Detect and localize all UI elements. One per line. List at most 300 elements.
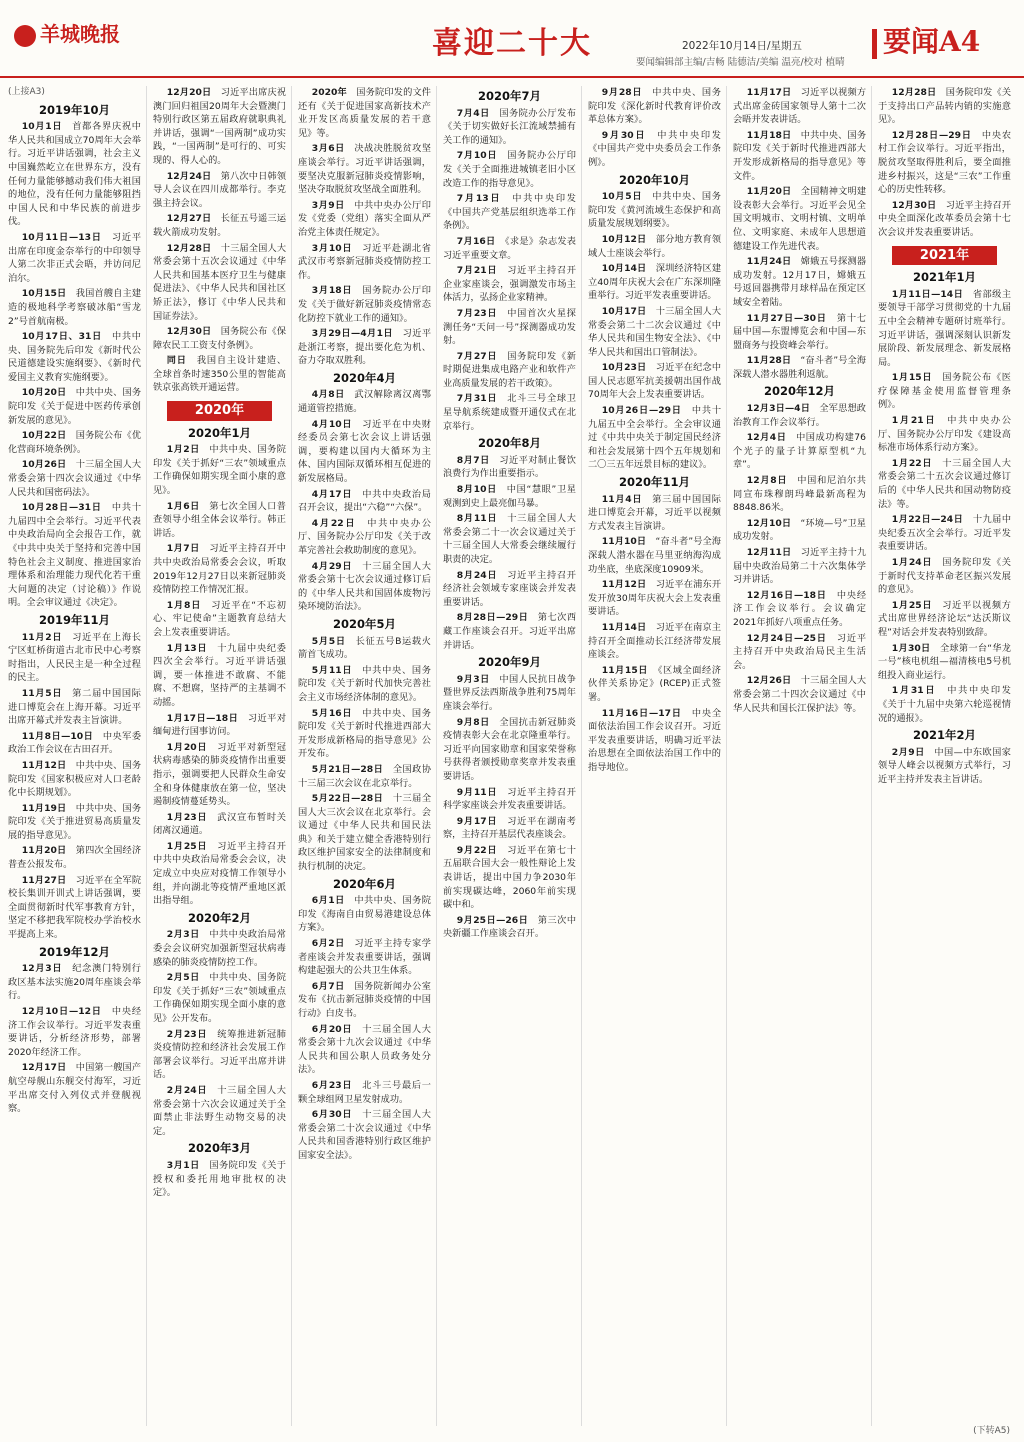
entry-date: 6月2日 (311, 938, 345, 950)
chronicle-entry (8, 330, 141, 384)
entry-text: 习近平主持召开科学家座谈会并发表重要讲话。 (443, 786, 576, 812)
entry-date: 6月23日 (311, 1079, 353, 1091)
chronicle-entry (733, 589, 866, 630)
chronicle-entry (8, 501, 141, 610)
entry-text: 第七次西藏工作座谈会召开。习近平出席并讲话。 (443, 612, 577, 651)
chronicle-entry (878, 414, 1011, 455)
logo-icon (14, 25, 36, 47)
entry-text: 中央全面依法治国工作会议召开。习近平发表重要讲话，明确习近平法治思想在全面依法治国工作中的指导地位。 (588, 707, 722, 773)
chronicle-entry (8, 287, 141, 328)
entry-text: 国务院印发的文件还有《关于促进国家高新技术产业开发区高质量发展的若干意见》等。 (298, 87, 431, 139)
entry-text: 第八次中日韩领导人会议在四川成都举行。李克强主持会议。 (153, 170, 287, 209)
entry-date: 11月20日 (21, 845, 67, 857)
chronicle-entry (8, 962, 141, 1003)
chronicle-entry (733, 129, 866, 183)
entry-text: 习近平在浦东开发开放30周年庆祝大会上发表重要讲话。 (588, 579, 722, 618)
entry-date: 1月22日—24日 (891, 514, 964, 526)
month-heading: 2020年8月 (477, 436, 541, 451)
entry-date: 11月2日 (21, 631, 63, 643)
entry-date: 11月12日 (21, 759, 67, 771)
chronicle-entry (8, 802, 141, 843)
chronicle-entry (443, 307, 576, 348)
entry-date: 1月7日 (166, 543, 200, 555)
column (8, 86, 147, 1426)
entry-date: 10月20日 (21, 387, 67, 399)
entry-text: “奋斗者”号全海深载人潜水器在马里亚纳海沟成功坐底，坐底深度10909米。 (588, 536, 721, 575)
entry-text: “环境—号”卫星成功发射。 (733, 517, 866, 543)
entry-date: 10月22日 (21, 430, 67, 442)
chronicle-entry (298, 388, 431, 415)
entry-date: 11月16日—17日 (601, 707, 682, 719)
entry-text: 中国第一艘国产航空母舰山东舰交付海军，习近平出席交付入列仪式并登舰视察。 (8, 1062, 142, 1115)
entry-date: 1月24日 (891, 557, 933, 568)
entry-text: 第三次中央新疆工作座谈会召开。 (443, 914, 577, 940)
entry-date: 同日 (166, 355, 187, 367)
entry-date: 1月8日 (166, 599, 202, 611)
entry-text: 中共中央、国务院印发《关于新时代加快完善社会主义市场经济体制的意见》。 (298, 664, 431, 703)
entry-date: 12月4日 (746, 432, 787, 444)
entry-text: 习近平主持召开中共中央政治局常委会会议，听取2019年12月27日以来新冠肺炎疫情防控工作情况汇报。 (153, 543, 286, 596)
chronicle-entry (443, 569, 576, 610)
chronicle-entry (443, 264, 576, 305)
entry-text: 我国自主设计建造、全球首条时速350公里的智能高铁京张高铁开通运营。 (153, 355, 287, 394)
entry-text: 全军思想政治教育工作会议举行。 (733, 403, 866, 428)
entry-date: 11月27日 (21, 874, 67, 886)
chronicle-entry (153, 928, 286, 969)
entry-date: 5月16日 (311, 707, 353, 719)
chronicle-entry (298, 284, 431, 325)
entry-text: 习近平出席在印度金奈举行的中印领导人第二次非正式会晤，并访问尼泊尔。 (8, 231, 142, 284)
entry-text: 习近平在纪念中国人民志愿军抗美援朝出国作战70周年大会上发表重要讲话。 (588, 362, 722, 401)
entry-date: 9月17日 (456, 815, 498, 827)
year-banner: 2021年 (892, 246, 997, 266)
entry-text: 第四次全国经济普查公报发布。 (8, 845, 142, 871)
entry-date: 1月25日 (891, 599, 933, 611)
chronicle-entry (588, 190, 721, 231)
entry-date: 2月3日 (166, 929, 200, 941)
entry-date: 12月24日 (166, 170, 212, 182)
entry-date: 12月3日 (21, 963, 63, 975)
entry-text: 习近平主持十九届中央政治局第二十六次集体学习并讲话。 (733, 547, 867, 586)
chronicle-entry (153, 712, 286, 739)
chronicle-entry (298, 1023, 431, 1077)
column (443, 86, 582, 1426)
entry-date: 7月10日 (456, 150, 498, 162)
month-heading: 2021年2月 (912, 728, 976, 743)
entry-date: 7月31日 (456, 393, 498, 405)
month-heading: 2020年5月 (332, 616, 396, 631)
chronicle-entry (443, 914, 576, 941)
editor-credits: 要闻编辑部主编/吉畅 陆德洁/美编 温亮/校对 植晴 (636, 57, 845, 68)
entry-date: 11月12日 (601, 579, 647, 591)
entry-date: 12月10日—12日 (21, 1006, 102, 1017)
chronicle-entry (8, 874, 141, 942)
chronicle-entry (8, 458, 141, 499)
chronicle-entry (153, 500, 286, 541)
entry-text: 中国成功构建76个光子的量子计算原型机“九章”。 (733, 432, 866, 471)
chronicle-entry (153, 1159, 286, 1200)
chronicle-entry (588, 493, 721, 534)
entry-text: 中共中央政治局召开会议，提出“六稳”“六保”。 (298, 488, 431, 514)
chronicle-entry (153, 599, 286, 640)
entry-text: 中共十九届五中全会举行。全会审议通过《中共中央关于制定国民经济和社会发展第十四个五年规划和二〇三五年远景目标的建议》。 (588, 405, 722, 471)
entry-text: 中共中央、国务院印发《海南自由贸易港建设总体方案》。 (298, 895, 431, 934)
entry-text: 习近平出席庆祝澳门回归祖国20周年大会暨澳门特别行政区第五届政府就职典礼并讲话，强调“一国两制”成功实践，“一国两制”是可行的、可实现的、得人心的。 (153, 87, 287, 166)
chronicle-entry (733, 354, 866, 381)
entry-text: 中共中央、国务院印发《关于促进中医药传承创新发展的意见》。 (8, 387, 142, 426)
chronicle-entry (298, 327, 431, 368)
page-headline: 喜迎二十大 (432, 26, 592, 61)
entry-date: 5月21日—28日 (311, 763, 384, 775)
entry-text: 习近平主持召开企业家座谈会，强调激发市场主体活力，弘扬企业家精神。 (443, 265, 576, 304)
chronicle-entry (153, 325, 286, 352)
entry-text: 习近平在南京主持召开全面推动长江经济带发展座谈会。 (588, 621, 722, 661)
entry-text: 嫦娥五号探测器成功发射。12月17日，嫦娥五号返回器携带月球样品在预定区域安全着陆。 (733, 256, 867, 308)
chronicle-entry (8, 120, 141, 229)
month-heading: 2019年10月 (38, 102, 110, 117)
entry-date: 3月18日 (311, 285, 353, 297)
entry-text: 国务院公布《医疗保障基金使用监督管理条例》。 (878, 372, 1011, 411)
chronicle-entry (733, 431, 866, 472)
newspaper-logo (14, 18, 120, 47)
chronicle-entry (153, 840, 286, 908)
entry-text: 习近平在“不忘初心、牢记使命”主题教育总结大会上发表重要讲话。 (153, 599, 286, 638)
entry-date: 8月28日—29日 (456, 612, 529, 624)
entry-date: 12月3日—4日 (746, 403, 811, 415)
entry-text: 习近平在中央财经委员会第七次会议上讲话强调，要构建以国内大循环为主体、国内国际双循环相互促进的新发展格局。 (298, 418, 431, 485)
entry-date: 7月4日 (456, 107, 490, 119)
entry-date: 4月10日 (311, 418, 353, 430)
chronicle-entry (153, 354, 286, 395)
chronicle-entry (733, 517, 866, 544)
entry-text: 十三届全国人大三次会议在北京举行。会议通过《中华人民共和国民法典》和关于建立健全香港特别行政区维护国家安全的法律制度和执行机制的决定。 (298, 793, 432, 873)
entry-text: 十三届全国人大常委会第十九次会议通过《中华人民共和国公职人员政务处分法》。 (298, 1023, 431, 1076)
article-columns (8, 86, 1016, 1426)
entry-date: 4月22日 (311, 517, 357, 529)
entry-date: 2月24日 (166, 1084, 208, 1096)
entry-text: 习近平对制止餐饮浪费行为作出重要指示。 (443, 454, 576, 480)
entry-text: 我国首艘自主建造的极地科学考察破冰船“雪龙2”号首航南极。 (8, 288, 142, 327)
entry-text: 《区域全面经济伙伴关系协定》(RCEP)正式签署。 (588, 664, 721, 703)
chronicle-entry (588, 361, 721, 402)
entry-date: 1月21日 (891, 415, 937, 427)
entry-text: 第三届中国国际进口博览会开幕，习近平以视频方式发表主旨演讲。 (588, 493, 721, 532)
entry-date: 11月24日 (746, 256, 792, 268)
entry-date: 9月25日—26日 (456, 914, 529, 926)
entry-text: 十三届全国人大常委会第二十二次会议通过《中华人民共和国生物安全法》、《中华人民共和国出口管制法》。 (588, 305, 722, 358)
logo-text: 羊城晚报 (40, 22, 120, 46)
entry-date: 12月20日 (166, 87, 212, 98)
chronicle-entry (153, 170, 286, 211)
chronicle-entry (298, 1079, 431, 1106)
entry-text: 中共中央、国务院先后印发《新时代公民道德建设实施纲要》、《新时代爱国主义教育实施纲要》。 (8, 331, 141, 383)
entry-date: 1月15日 (891, 372, 933, 384)
entry-date: 2月23日 (166, 1028, 208, 1040)
chronicle-entry (878, 86, 1011, 127)
entry-text: 习近平以视频方式出席金砖国家领导人第十二次会晤并发表讲话。 (733, 87, 867, 126)
entry-date: 9月11日 (456, 786, 498, 798)
entry-date: 11月27日—30日 (746, 312, 827, 324)
chronicle-entry (733, 474, 866, 515)
chronicle-entry (878, 684, 1011, 725)
entry-date: 11月10日 (601, 536, 647, 548)
entry-text: 武汉宣布暂时关闭离汉通道。 (153, 811, 286, 837)
entry-date: 3月29日—4月1日 (311, 328, 394, 340)
entry-text: 中国—中东欧国家领导人峰会以视频方式举行，习近平主持并发表主旨讲话。 (878, 746, 1011, 785)
entry-date: 1月31日 (891, 685, 937, 697)
chronicle-entry (733, 86, 866, 127)
entry-text: 十九届中央纪委四次全会举行。习近平讲话强调，要一体推进不敢腐、不能腐、不想腐，坚持严的主基调不动摇。 (153, 642, 286, 708)
entry-text: 十三届全国人大常委会第十五次会议通过《中华人民共和国基本医疗卫生与健康促进法》、《中华人民共和国社区矫正法》，修订《中华人民共和国证券法》。 (153, 242, 287, 322)
chronicle-entry (733, 312, 866, 353)
chronicle-entry (443, 673, 576, 714)
chronicle-entry (298, 894, 431, 935)
chronicle-entry (298, 242, 431, 283)
entry-text: 统筹推进新冠肺炎疫情防控和经济社会发展工作部署会议举行。习近平出席并讲话。 (153, 1028, 286, 1081)
chronicle-entry (878, 513, 1011, 554)
entry-text: 十三届全国人大常委会第二十四次会议通过《中华人民共和国长江保护法》等。 (733, 675, 867, 714)
entry-date: 7月21日 (456, 265, 498, 277)
entry-date: 2月9日 (891, 746, 925, 758)
section-tag (872, 20, 980, 60)
entry-date: 10月12日 (601, 233, 647, 245)
chronicle-entry (878, 599, 1011, 640)
entry-text: 习近平以视频方式出席世界经济论坛“达沃斯议程”对话会并发表特别致辞。 (878, 599, 1011, 638)
entry-text: 中共中央、国务院印发《关于抓好“三农”领域重点工作确保如期实现全面小康的意见》公开发布。 (153, 972, 286, 1024)
entry-date: 9月3日 (456, 673, 490, 685)
entry-date: 11月4日 (601, 493, 643, 505)
entry-date: 6月7日 (311, 980, 345, 992)
chronicle-entry (298, 199, 431, 240)
section-bar (872, 29, 877, 59)
entry-text: 国务院印发《关于支持出口产品转内销的实施意见》。 (878, 87, 1012, 126)
entry-date: 7月13日 (456, 193, 502, 205)
entry-date: 1月22日 (891, 457, 933, 469)
masthead (0, 0, 1024, 78)
chronicle-entry (298, 560, 431, 614)
entry-date: 6月30日 (311, 1109, 353, 1121)
entry-date: 10月11日—13日 (21, 231, 102, 243)
entry-text: 中共中央印发《中国共产党基层组织选举工作条例》。 (443, 193, 576, 232)
entry-text: 国务院新闻办公室发布《抗击新冠肺炎疫情的中国行动》白皮书。 (298, 980, 431, 1019)
entry-text: 中央军委政治工作会议在古田召开。 (8, 730, 142, 756)
chronicle-entry (588, 578, 721, 619)
chronicle-entry (298, 792, 431, 874)
entry-text: 习近平对新型冠状病毒感染的肺炎疫情作出重要指示，强调要把人民群众生命安全和身体健康放在第一位，坚决遏制疫情蔓延势头。 (153, 741, 286, 808)
chronicle-entry (153, 1084, 286, 1138)
chronicle-entry (588, 129, 721, 170)
chronicle-entry (588, 707, 721, 775)
chronicle-entry (298, 86, 431, 140)
chronicle-entry (8, 1005, 141, 1059)
entry-text: 中央农村工作会议举行。习近平指出，脱贫攻坚取得胜利后，要全面推进乡村振兴，这是“三农”工作重心的历史性转移。 (878, 129, 1012, 196)
entry-date: 1月11日—14日 (891, 288, 964, 300)
column (298, 86, 437, 1426)
chronicle-entry (878, 457, 1011, 511)
entry-text: 习近平主持召开中共中央政治局常委会会议，决定成立中央应对疫情工作领导小组，并向湖北等疫情严重地区派出指导组。 (153, 840, 286, 907)
entry-date: 12月24日—25日 (746, 632, 827, 644)
entry-text: 十三届全国人大常委会第十六次会议通过关于全面禁止非法野生动物交易的决定。 (153, 1084, 286, 1137)
month-heading: 2020年12月 (763, 384, 835, 399)
year-banner: 2020年 (167, 401, 272, 421)
chronicle-entry (588, 621, 721, 662)
entry-text: 中央经济工作会议举行。习近平发表重要讲话，分析经济形势，部署2020年经济工作。 (8, 1006, 142, 1058)
continued-from: (上接A3) (8, 87, 45, 97)
entry-text: 武汉解除离汉离鄂通道管控措施。 (298, 389, 431, 415)
entry-date: 9月28日 (601, 87, 643, 98)
entry-text: 部分地方教育领域人士座谈会举行。 (588, 233, 722, 259)
entry-text: 长征五号遥三运载火箭成功发射。 (153, 213, 287, 238)
chronicle-entry (878, 129, 1011, 197)
chronicle-entry (878, 642, 1011, 683)
chronicle-entry (8, 386, 141, 427)
entry-text: 中共中央印发《中国共产党中央委员会工作条例》。 (588, 129, 721, 168)
entry-text: 中共中央、国务院印发《深化新时代教育评价改革总体方案》。 (588, 87, 721, 126)
entry-date: 8月11日 (456, 513, 498, 525)
entry-text: 国务院印发《新时期促进集成电路产业和软件产业高质量发展的若干政策》。 (443, 350, 576, 389)
entry-text: 十三届全国人大常委会第二十次会议通过《中华人民共和国香港特别行政区维护国家安全法》。 (298, 1109, 431, 1161)
entry-text: 中共中央办公厅、国务院办公厅印发《建设高标准市场体系行动方案》。 (878, 415, 1011, 454)
chronicle-entry (8, 429, 141, 456)
entry-text: 中共中央、国务院印发《关于新时代推进西部大开发形成新格局的指导意见》公开发布。 (298, 707, 431, 760)
entry-text: 习近平主持召开经济社会领域专家座谈会并发表重要讲话。 (443, 569, 576, 608)
entry-date: 10月1日 (21, 121, 63, 133)
entry-date: 3月6日 (311, 143, 345, 155)
entry-text: 习近平对缅甸进行国事访问。 (153, 712, 287, 738)
entry-date: 11月19日 (21, 802, 67, 814)
entry-text: 十三届全国人大常委会第二十一次会议通过关于十三届全国人大常委会继续履行职责的决定。 (443, 513, 576, 565)
dateline: 2022年10月14日/星期五 (682, 40, 802, 52)
chronicle-entry (443, 786, 576, 813)
chronicle-entry (153, 1028, 286, 1082)
chronicle-entry (878, 556, 1011, 597)
entry-text: 习近平在上海长宁区虹桥街道古北市民中心考察时指出，人民民主是一种全过程的民主。 (8, 631, 141, 684)
entry-text: “奋斗者”号全海深载人潜水器胜利返航。 (733, 355, 866, 380)
chronicle-entry (298, 1108, 431, 1162)
chronicle-entry (298, 142, 431, 196)
chronicle-entry (878, 746, 1011, 787)
chronicle-entry (443, 512, 576, 566)
entry-text: 全国政协十三届三次会议在北京举行。 (298, 763, 432, 789)
entry-text: 中国和尼泊尔共同宣布珠穆朗玛峰最新高程为8848.86米。 (733, 475, 866, 514)
chronicle-entry (733, 674, 866, 715)
column (878, 86, 1016, 1426)
entry-date: 10月5日 (601, 191, 643, 203)
continued-to: (下转A5) (973, 1426, 1010, 1436)
chronicle-entry (443, 454, 576, 481)
entry-date: 9月22日 (456, 844, 498, 856)
entry-date: 11月14日 (601, 621, 647, 633)
chronicle-entry (733, 632, 866, 673)
month-heading: 2020年9月 (477, 655, 541, 670)
entry-text: 纪念澳门特别行政区基本法实施20周年座谈会举行。 (8, 963, 141, 1002)
entry-text: 中共中央、国务院印发《关于抓好“三农”领域重点工作确保如期实现全面小康的意见》。 (153, 444, 286, 497)
chronicle-entry (443, 844, 576, 912)
chronicle-entry (153, 242, 286, 324)
chronicle-entry (153, 443, 286, 497)
entry-date: 12月30日 (891, 199, 937, 211)
entry-date: 10月17日 (601, 305, 647, 317)
chronicle-entry (733, 185, 866, 253)
chronicle-entry (153, 971, 286, 1025)
entry-date: 1月30日 (891, 642, 931, 654)
chronicle-entry (153, 86, 286, 168)
chronicle-entry (443, 192, 576, 233)
chronicle-entry (153, 741, 286, 809)
entry-date: 3月10日 (311, 242, 353, 254)
entry-date: 6月20日 (311, 1023, 353, 1035)
entry-date: 8月10日 (456, 484, 497, 496)
entry-date: 12月26日 (746, 675, 792, 687)
entry-date: 12月17日 (21, 1062, 67, 1074)
entry-date: 1月6日 (166, 500, 200, 512)
chronicle-entry (733, 402, 866, 429)
entry-text: 全国抗击新冠肺炎疫情表彰大会在北京隆重举行。习近平向国家勋章和国家荣誉称号获得者颁授勋章奖章并发表重要讲话。 (443, 716, 576, 782)
entry-text: 中共十九届四中全会举行。习近平代表中央政治局向全会报告工作，就《中共中央关于坚持和完善中国特色社会主义制度、推进国家治理体系和治理能力现代化若干重大问题的决定（讨论稿）》作说明。全会审议通过《决定》。 (8, 502, 142, 609)
entry-date: 9月30日 (601, 129, 647, 141)
chronicle-entry (443, 350, 576, 391)
chronicle-entry (588, 535, 721, 576)
entry-text: 第二届中国国际进口博览会在上海开幕。习近平出席开幕式并发表主旨演讲。 (8, 687, 141, 727)
entry-text: 中共中央印发《关于十九届中央第六轮巡视情况的通报》。 (878, 685, 1011, 724)
entry-text: 习近平在全军院校长集训开训式上讲话强调，要全面贯彻新时代军事教育方针，坚定不移把我军院校办学治校水平提高上来。 (8, 874, 142, 941)
entry-text: 国务院办公厅印发《关于全面推进城镇老旧小区改造工作的指导意见》。 (443, 150, 576, 189)
entry-text: 国务院公布《保障农民工工资支付条例》。 (153, 326, 287, 351)
month-heading: 2019年11月 (38, 612, 110, 627)
entry-text: 中共中央、国务院印发《关于新时代推进西部大开发形成新格局的指导意见》等文件。 (733, 129, 867, 182)
entry-date: 1月23日 (166, 811, 208, 823)
chronicle-entry (733, 255, 866, 309)
month-heading: 2019年12月 (38, 944, 110, 959)
entry-text: 中共中央、国务院印发《黄河流域生态保护和高质量发展规划纲要》。 (588, 191, 721, 230)
entry-date: 12月30日 (166, 326, 212, 338)
entry-date: 12月27日 (166, 213, 212, 225)
entry-text: 北斗三号全球卫星导航系统建成暨开通仪式在北京举行。 (443, 393, 576, 432)
chronicle-entry (443, 149, 576, 190)
month-heading: 2021年1月 (912, 270, 976, 285)
column (588, 86, 727, 1426)
chronicle-entry (8, 631, 141, 685)
chronicle-entry (588, 305, 721, 359)
chronicle-entry (733, 546, 866, 587)
entry-text: 决战决胜脱贫攻坚座谈会举行。习近平讲话强调，要坚决克服新冠肺炎疫情影响，坚决夺取脱贫攻坚战全面胜利。 (298, 143, 431, 196)
entry-text: 国务院印发《关于授权和委托用地审批权的决定》。 (153, 1159, 286, 1199)
entry-date: 5月5日 (311, 635, 346, 647)
entry-date: 4月8日 (311, 389, 345, 401)
entry-text: 深圳经济特区建立40周年庆祝大会在广东深圳隆重举行。习近平发表重要讲话。 (588, 263, 722, 302)
entry-date: 11月20日 (746, 186, 792, 198)
entry-date: 12月8日 (746, 475, 788, 487)
chronicle-entry (8, 759, 141, 800)
chronicle-entry (588, 86, 721, 127)
entry-date: 7月16日 (456, 235, 496, 247)
chronicle-entry (298, 418, 431, 486)
chronicle-entry (443, 107, 576, 148)
entry-text: 十九届中央纪委五次全会举行。习近平发表重要讲话。 (878, 514, 1012, 553)
entry-date: 11月8日—10日 (21, 730, 94, 742)
entry-text: 十三届全国人大常委会第十七次会议通过修订后的《中华人民共和国固体废物污染环境防治法》。 (298, 560, 431, 613)
entry-text: 习近平赴湖北省武汉市考察新冠肺炎疫情防控工作。 (298, 242, 431, 281)
section-name: 要闻 (883, 25, 940, 58)
entry-date: 7月27日 (456, 350, 498, 362)
entry-date: 3月1日 (166, 1159, 200, 1171)
month-heading: 2020年3月 (187, 1141, 251, 1156)
chronicle-entry (153, 542, 286, 596)
entry-text: 长征五号B运载火箭首飞成功。 (298, 635, 431, 661)
entry-text: 中共中央政治局常委会会议研究加强新型冠状病毒感染的肺炎疫情防控工作。 (153, 929, 286, 968)
entry-date: 5月22日—28日 (311, 793, 384, 805)
chronicle-entry (153, 811, 286, 838)
